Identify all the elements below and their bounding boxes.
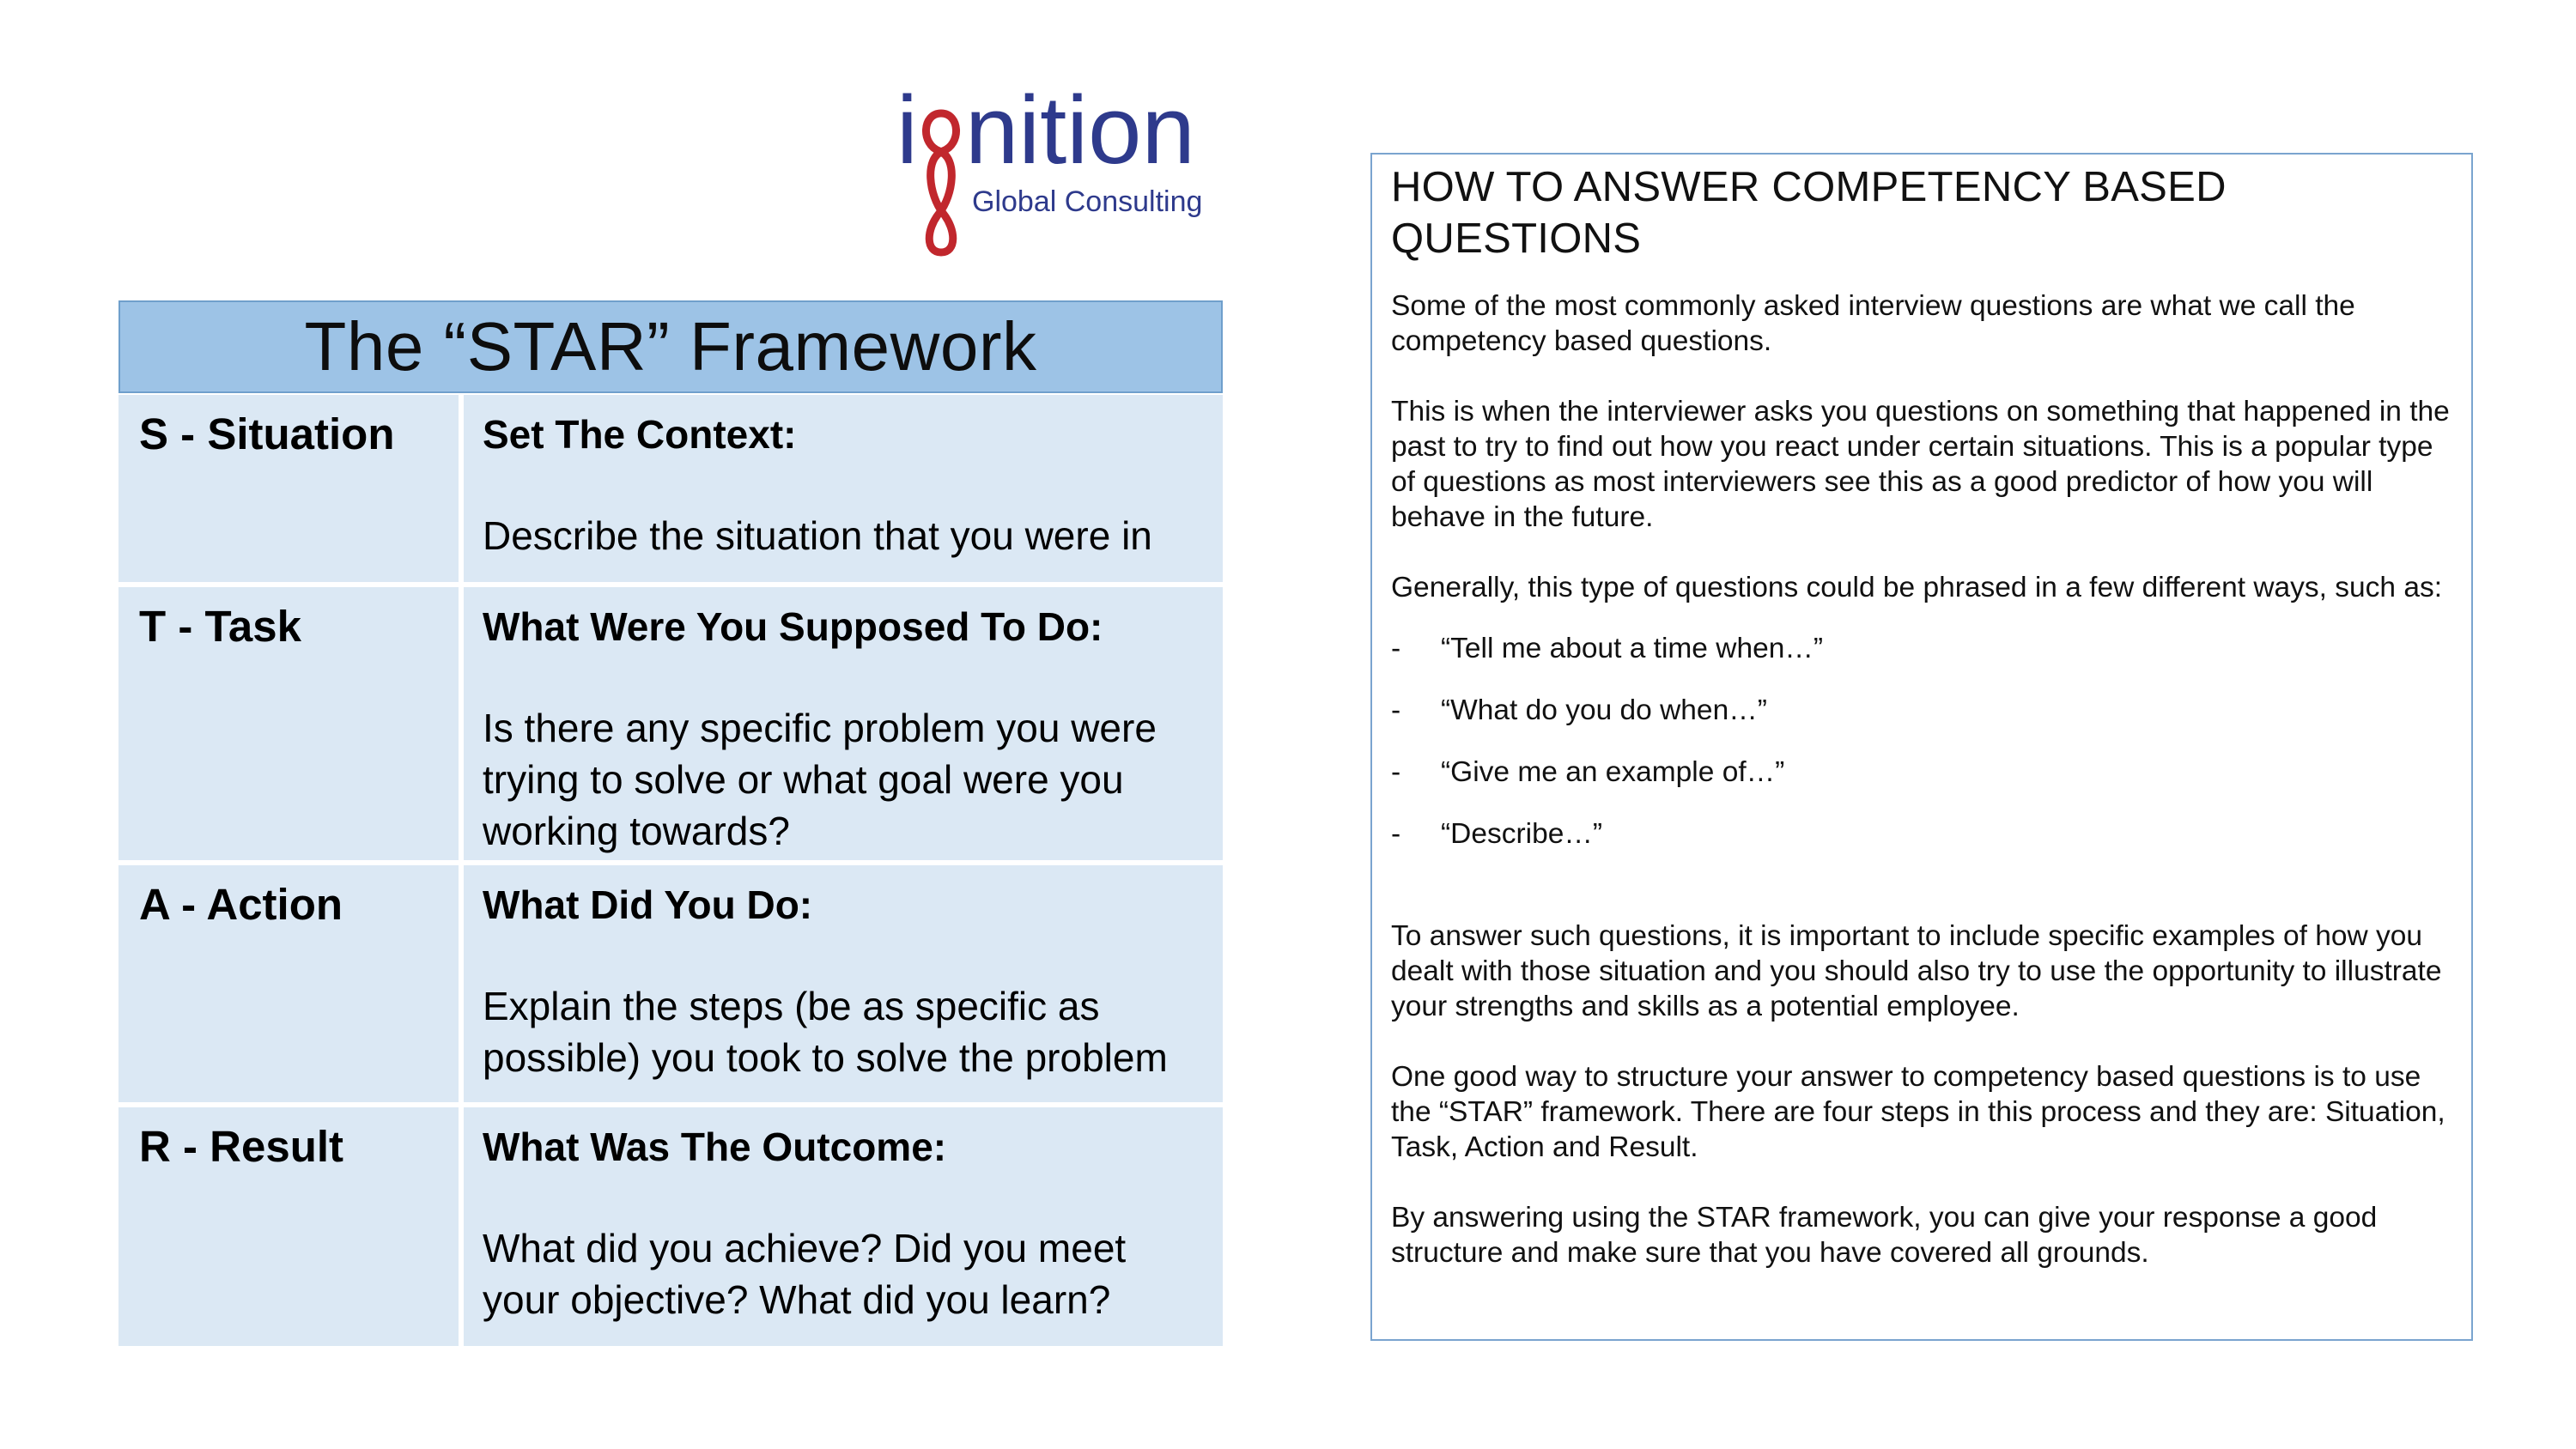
list-item	[1391, 755, 2451, 790]
logo-brand-text: i	[896, 84, 918, 184]
star-step-body: Is there any specific problem you were trying to solve or what goal were you working towards?	[483, 706, 1157, 853]
info-paragraph: By answering using the STAR framework, you can give your response a good structure and make sure that you have covered all grounds.	[1391, 1202, 2378, 1269]
ignition-logo-mark	[896, 84, 1240, 264]
competency-info-box	[1370, 153, 2473, 1341]
star-step-body: What did you achieve? Did you meet your objective? What did you learn?	[483, 1226, 1127, 1322]
star-row-situation	[118, 395, 1223, 582]
bullet-dash: -	[1391, 694, 1401, 726]
example-question: “Tell me about a time when…”	[1441, 633, 1823, 664]
example-question: “Give me an example of…”	[1441, 756, 1785, 788]
info-title: HOW TO ANSWER COMPETENCY BASED QUESTIONS	[1391, 164, 2227, 262]
star-step-label: S - Situation	[118, 395, 459, 582]
star-step-heading: Set The Context:	[483, 412, 797, 457]
bullet-dash: -	[1391, 633, 1401, 664]
logo-brand-rest: nition	[965, 84, 1195, 184]
list-item	[1391, 693, 2451, 728]
star-row-result	[118, 1107, 1223, 1346]
star-row-task	[118, 587, 1223, 860]
star-step-body: Explain the steps (be as specific as possible) you took to solve the problem	[483, 984, 1168, 1080]
star-step-body: Describe the situation that you were in	[483, 513, 1152, 558]
star-step-label: A - Action	[118, 865, 459, 1102]
bullet-dash: -	[1391, 818, 1401, 850]
star-step-heading: What Did You Do:	[483, 882, 813, 927]
star-step-description	[464, 587, 1223, 860]
star-step-description	[464, 1107, 1223, 1346]
star-framework-table	[118, 300, 1223, 1346]
info-paragraph: To answer such questions, it is important to include specific examples of how you dealt with those situation and you should also try to use the opportunity to illustrate your strengths and skills as a potential employee.	[1391, 920, 2442, 1022]
info-paragraph: Generally, this type of questions could be phrased in a few different ways, such as:	[1391, 572, 2443, 603]
star-step-heading: What Were You Supposed To Do:	[483, 604, 1103, 649]
star-step-heading: What Was The Outcome:	[483, 1125, 947, 1169]
info-paragraph: One good way to structure your answer to competency based questions is to use the “STAR” framework. There are four steps in this process and they are: Situation, Task, Action and Result.	[1391, 1061, 2445, 1163]
example-questions-list	[1391, 631, 2451, 852]
list-item	[1391, 631, 2451, 666]
list-item	[1391, 816, 2451, 852]
ignition-logo	[896, 84, 1240, 264]
star-step-label: T - Task	[118, 587, 459, 860]
star-row-action	[118, 865, 1223, 1102]
example-question: “What do you do when…”	[1441, 694, 1767, 726]
star-step-label: R - Result	[118, 1107, 459, 1346]
info-paragraph: Some of the most commonly asked interview questions are what we call the competency based questions.	[1391, 290, 2355, 357]
logo-tagline: Global Consulting	[972, 185, 1203, 218]
example-question: “Describe…”	[1441, 818, 1602, 850]
star-step-description	[464, 865, 1223, 1102]
star-table-title: The “STAR” Framework	[118, 300, 1223, 393]
info-paragraph: This is when the interviewer asks you questions on something that happened in the past to try to find out how you react under certain situations. This is a popular type of questions as most interviewers see this as a good predictor of how you will behave in the future.	[1391, 396, 2450, 533]
star-step-description	[464, 395, 1223, 582]
bullet-dash: -	[1391, 756, 1401, 788]
